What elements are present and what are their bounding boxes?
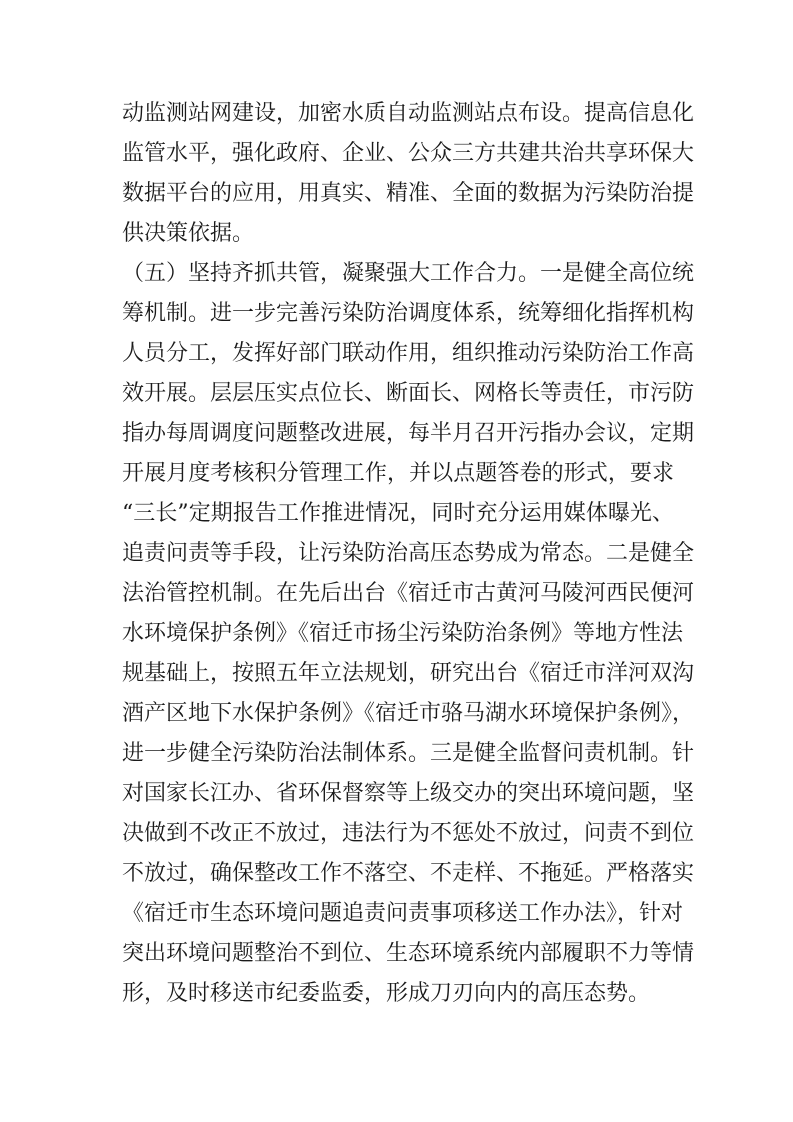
text-line: 供决策依据。 [122, 221, 255, 246]
text-line: 决做到不改正不放过，违法行为不惩处不放过，问责不到位 [122, 821, 695, 846]
text-line: 突出环境问题整治不到位、生态环境系统内部履职不力等情 [122, 941, 695, 966]
document-body [122, 94, 695, 1014]
text-line: 监管水平，强化政府、企业、公众三方共建共治共享环保大 [122, 141, 695, 166]
paragraph-2 [122, 254, 695, 1014]
text-line: 效开展。层层压实点位长、断面长、网格长等责任，市污防 [122, 381, 695, 406]
text-line: （五）坚持齐抓共管，凝聚强大工作合力。一是健全高位统 [122, 261, 695, 286]
text-line: 指办每周调度问题整改进展，每半月召开污指办会议，定期 [122, 421, 695, 446]
text-line: 追责问责等手段，让污染防治高压态势成为常态。二是健全 [122, 541, 695, 566]
text-line: 筹机制。进一步完善污染防治调度体系，统筹细化指挥机构 [122, 301, 695, 326]
text-line: 法治管控机制。在先后出台《宿迁市古黄河马陵河西民便河 [122, 581, 695, 606]
text-line: 规基础上，按照五年立法规划，研究出台《宿迁市洋河双沟 [122, 661, 695, 686]
text-line: “三长”定期报告工作推进情况，同时充分运用媒体曝光、 [122, 501, 674, 526]
text-line: 开展月度考核积分管理工作，并以点题答卷的形式，要求 [122, 461, 674, 486]
text-line: 《宿迁市生态环境问题追责问责事项移送工作办法》，针对 [122, 901, 684, 926]
paragraph-1 [122, 94, 695, 254]
text-line: 对国家长江办、省环保督察等上级交办的突出环境问题，坚 [122, 781, 695, 806]
text-line: 酒产区地下水保护条例》《宿迁市骆马湖水环境保护条例》， [122, 701, 695, 726]
text-line: 不放过，确保整改工作不落空、不走样、不拖延。严格落实 [122, 861, 695, 886]
text-line: 数据平台的应用，用真实、精准、全面的数据为污染防治提 [122, 181, 695, 206]
text-line: 形，及时移送市纪委监委，形成刀刃向内的高压态势。 [122, 981, 651, 1006]
text-line: 进一步健全污染防治法制体系。三是健全监督问责机制。针 [122, 741, 695, 766]
text-line: 人员分工，发挥好部门联动作用，组织推动污染防治工作高 [122, 341, 695, 366]
text-line: 动监测站网建设，加密水质自动监测站点布设。提高信息化 [122, 101, 695, 126]
text-line: 水环境保护条例》《宿迁市扬尘污染防治条例》等地方性法 [122, 621, 684, 646]
